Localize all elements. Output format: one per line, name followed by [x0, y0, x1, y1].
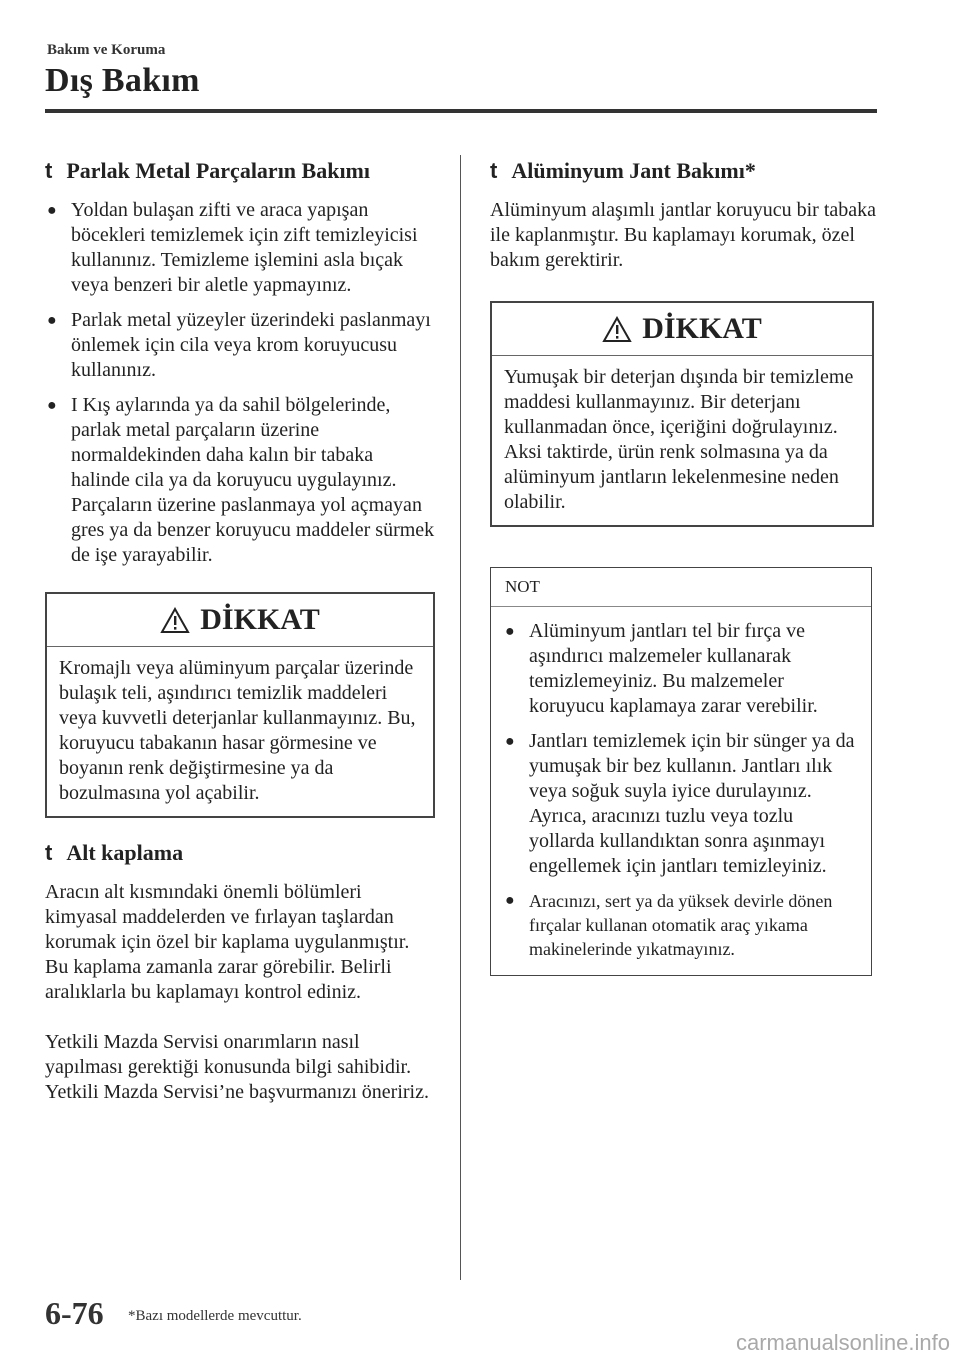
warning-text: Kromajlı veya alüminyum parçalar üzerinde bulaşık teli, aşındırıcı temizlik maddeleri veya kuvvetli deterjanlar kullanmayınız. Bu, koruyucu tabakanın hasar görmesine ve boyanın renk değiştirmesine ya da bozulmasına yol açabilir.: [59, 657, 416, 804]
bullet-icon: ●: [47, 397, 57, 414]
note-list: [503, 619, 861, 961]
section-marker: t: [45, 158, 53, 183]
section-heading-wheel: [490, 158, 880, 184]
note-body: [491, 607, 871, 975]
watermark: carmanualsonline.info: [735, 1330, 950, 1355]
section-heading-underbody: [45, 840, 435, 866]
bullet-icon: ●: [505, 892, 515, 909]
list-item: ● Yoldan bulaşan zifti ve araca yapışan böcekleri temizlemek için zift temizleyicisi kullanınız. Temizleme işlemini asla bıçak veya benzeri bir aletle yapmayınız.: [47, 199, 418, 296]
warning-title: DİKKAT: [200, 603, 320, 636]
section-marker: t: [490, 158, 498, 183]
bullet-icon: ●: [47, 202, 57, 219]
section-title: Alüminyum Jant Bakımı*: [511, 158, 756, 183]
column-divider: [460, 155, 461, 1280]
list-item: ● Alüminyum jantları tel bir fırça ve aşındırıcı malzemeler kullanarak temizlemeyiniz. Bu malzemeler koruyucu kaplamaya zarar verebilir.: [505, 620, 818, 717]
wheel-intro: Alüminyum alaşımlı jantlar koruyucu bir tabaka ile kaplanmıştır. Bu kaplamayı korumak, özel bakım gerektirir.: [490, 199, 877, 271]
warning-triangle-icon: [160, 607, 190, 634]
warning-box: [490, 301, 874, 527]
title-rule: [45, 109, 877, 113]
list-item: ● Jantları temizlemek için bir sünger ya da yumuşak bir bez kullanın. Jantları ılık veya soğuk suyla iyice durulayınız. Ayrıca, aracınızı tuzlu veya tozlu yollarda kullandıktan sonra aşınmayı engellemek için jantları temizleyiniz.: [505, 730, 855, 877]
warning-header: [492, 303, 872, 356]
note-box: [490, 567, 872, 976]
section-heading-metal: [45, 158, 435, 184]
note-title: NOT: [491, 568, 871, 607]
section-marker: t: [45, 840, 53, 865]
list-item: ● I Kış aylarında ya da sahil bölgelerinde, parlak metal parçaların üzerine normaldekinden daha kalın bir tabaka halinde cila ya da koruyucu uygulayınız. Parçaların üzerine paslanmaya yol açmayan gres ya da benzer koruyucu maddeler sürmek de işe yarayabilir.: [47, 394, 435, 566]
bullet-icon: ●: [505, 733, 515, 750]
warning-triangle-icon: [602, 316, 632, 343]
breadcrumb: Bakım ve Koruma: [47, 42, 166, 58]
right-column: [490, 158, 880, 976]
left-column: [45, 158, 435, 1105]
bullet-icon: ●: [505, 623, 515, 640]
list-item: ● Parlak metal yüzeyler üzerindeki paslanmayı önlemek için cila veya krom koruyucusu kullanınız.: [47, 309, 431, 381]
page-number: 6-76: [45, 1295, 104, 1331]
warning-title: DİKKAT: [642, 312, 762, 345]
warning-box: [45, 592, 435, 818]
underbody-paragraph: Aracın alt kısmındaki önemli bölümleri kimyasal maddelerden ve fırlayan taşlardan korumak için özel bir kaplama uygulanmıştır. Bu kaplama zamanla zarar görebilir. Belirli aralıklarla bu kaplamayı kontrol ediniz.: [45, 881, 410, 1003]
bullet-icon: ●: [47, 312, 57, 329]
section-title: Parlak Metal Parçaların Bakımı: [66, 158, 370, 183]
service-paragraph: Yetkili Mazda Servisi onarımların nasıl yapılması gerektiği konusunda bilgi sahibidir. Yetkili Mazda Servisi’ne başvurmanızı öneririz.: [45, 1031, 429, 1103]
warning-header: [47, 594, 433, 647]
footnote: *Bazı modellerde mevcuttur.: [128, 1308, 302, 1324]
warning-text: Yumuşak bir deterjan dışında bir temizleme maddesi kullanmayınız. Bir deterjanı kullanmadan önce, içeriğini doğrulayınız. Aksi taktirde, ürün renk solmasına ya da alüminyum jantların lekelenmesine neden olabilir.: [504, 366, 854, 513]
page-title: Dış Bakım: [45, 62, 200, 99]
section-title: Alt kaplama: [66, 840, 184, 865]
list-item: ● Aracınızı, sert ya da yüksek devirle dönen fırçalar kullanan otomatik araç yıkama makinelerinde yıkatmayınız.: [505, 891, 833, 959]
metal-care-list: [45, 198, 435, 568]
